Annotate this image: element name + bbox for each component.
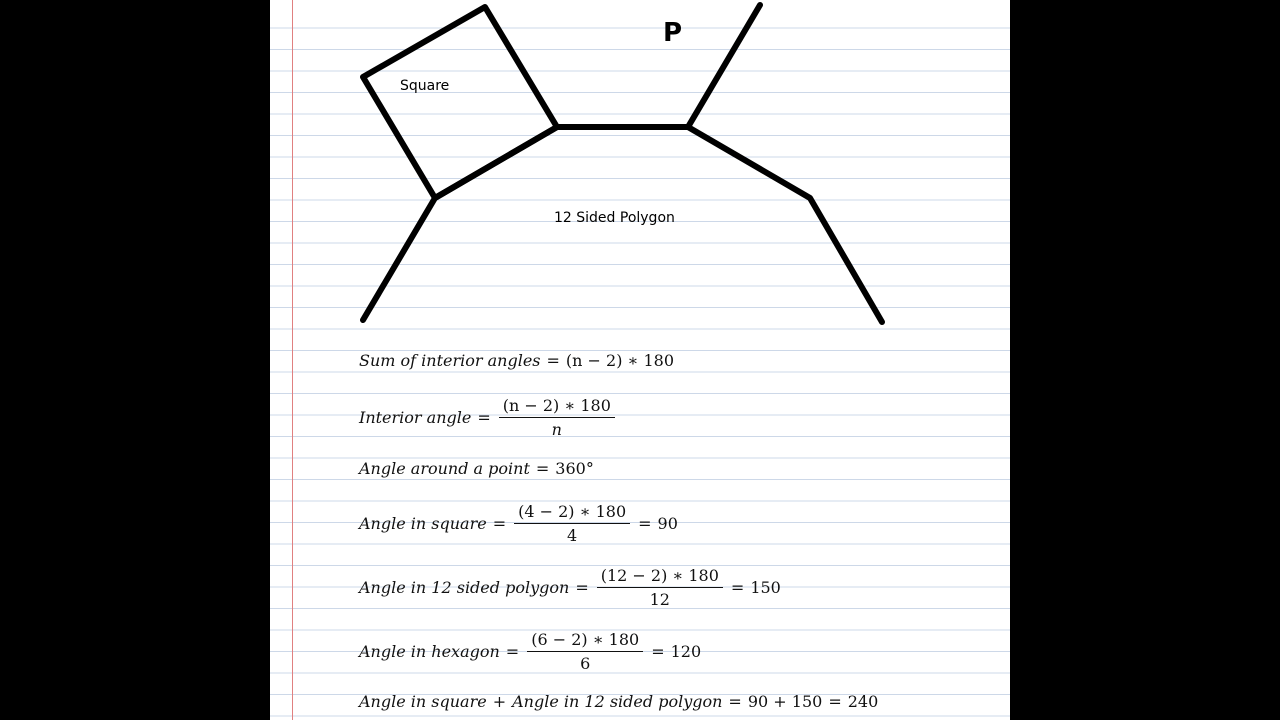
fraction	[527, 630, 643, 673]
square-label: Square	[400, 78, 450, 94]
fraction-numerator: (6 − 2) ∗ 180	[527, 630, 643, 652]
point-label-p: P	[663, 18, 683, 48]
equation-angle-around-point: Angle around a point = 360°	[359, 458, 594, 478]
equation-lhs: Sum of interior angles	[359, 350, 541, 370]
fraction-denominator: 4	[567, 525, 578, 545]
equation-result: 90	[657, 513, 678, 533]
fraction-numerator: (12 − 2) ∗ 180	[597, 566, 723, 588]
fraction-denominator: n	[551, 419, 562, 439]
fraction-denominator: 12	[649, 589, 670, 609]
equation-lhs: Interior angle	[359, 407, 472, 427]
equation-lhs: Angle in 12 sided polygon	[359, 577, 570, 597]
plus-sign: +	[492, 691, 507, 711]
equation-result: 120	[670, 641, 702, 661]
square-shape	[363, 7, 557, 198]
equation-rhs: (n − 2) ∗ 180	[565, 350, 675, 370]
equation-lhs: Angle around a point	[359, 458, 530, 478]
equation-result: 240	[847, 691, 879, 711]
equation-rhs: 90 + 150	[747, 691, 823, 711]
equation-lhs-b: Angle in 12 sided polygon	[512, 691, 723, 711]
notebook-page	[270, 0, 1010, 720]
equation-lhs: Angle in square	[359, 513, 487, 533]
fraction-denominator: 6	[580, 653, 591, 673]
hexagon-edge	[688, 5, 760, 127]
fraction	[499, 396, 615, 439]
equation-interior-angle: Interior angle = $\frac{(n - 2) ∗ 180}{n}$	[359, 395, 617, 439]
equation-result: 150	[750, 577, 781, 597]
geometry-diagram	[270, 0, 1010, 340]
fraction	[597, 566, 723, 609]
fraction-numerator: (n − 2) ∗ 180	[499, 396, 615, 418]
fraction-numerator: (4 − 2) ∗ 180	[514, 502, 630, 524]
fraction	[514, 502, 630, 545]
equation-lhs-a: Angle in square	[359, 691, 487, 711]
equation-lhs: Angle in hexagon	[359, 641, 500, 661]
equation-angle-sum: Angle in square + Angle in 12 sided polygon = 90 + 150 = 240	[359, 691, 879, 711]
equation-rhs: 360°	[555, 458, 594, 478]
equation-angle-in-hexagon: Angle in hexagon = $\frac{(6 - 2) ∗ 180}{6}$ = 120	[359, 629, 702, 673]
equation-sum-interior-angles: Sum of interior angles = (n − 2) ∗ 180	[359, 350, 675, 370]
equation-angle-in-12-sided-polygon: Angle in 12 sided polygon = $\frac{(12 - 2) ∗ 180}{12}$ = 150	[359, 565, 781, 609]
polygon-label: 12 Sided Polygon	[554, 210, 675, 226]
equation-angle-in-square: Angle in square = $\frac{(4 - 2) ∗ 180}{4}$ = 90	[359, 501, 678, 545]
